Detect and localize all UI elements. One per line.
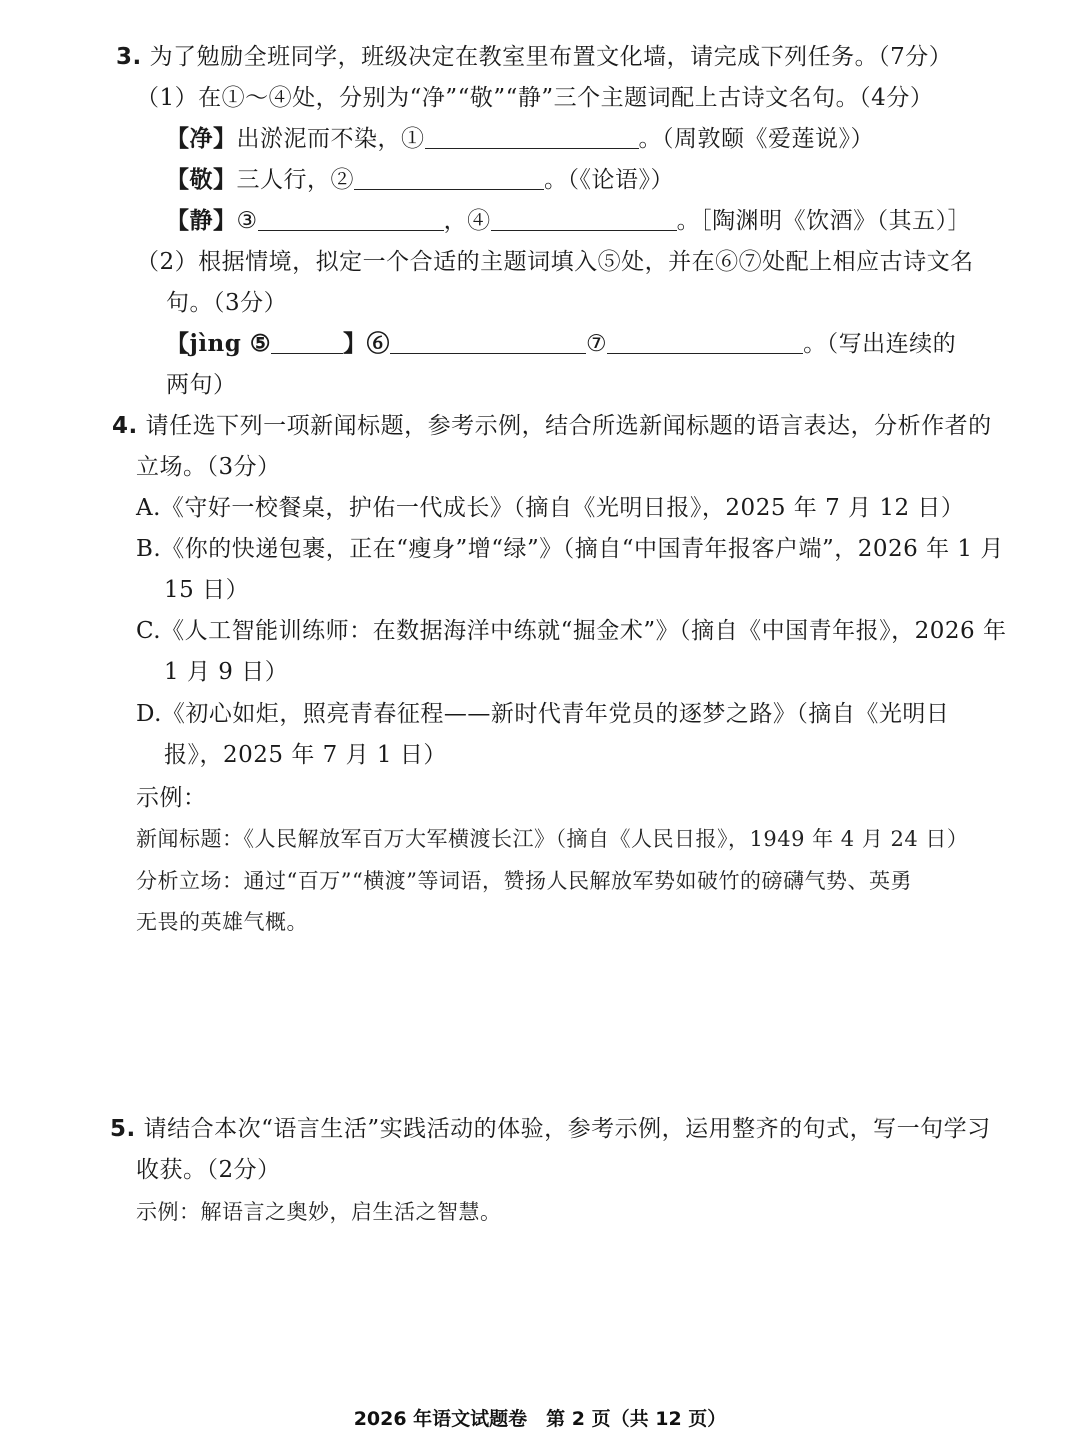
q4-option-c-line2: 1 月 9 日） [164,659,289,685]
jing3-marker-4: ，④ [443,208,491,234]
jing4-tail: 。（写出连续的 [803,331,957,357]
q3-part2-line1: （2）根据情境，拟定一个合适的主题词填入⑤处，并在⑥⑦处配上相应古诗文名 [136,249,974,275]
jing2-source: 。（《论语》） [544,167,674,193]
theme-tag-jing2: 【敬】 [166,166,237,193]
q4-stem: 请任选下列一项新闻标题，参考示例，结合所选新闻标题的语言表达，分析作者的 [145,413,992,439]
q3-jing4-line [166,327,956,361]
answer-blank-3[interactable] [258,206,444,231]
page-footer: 2026 年语文试题卷 第 2 页（共 12 页） [353,1408,727,1430]
q5-stem-line2: 收获。（2分） [136,1157,281,1183]
jing2-text: 三人行，② [236,167,354,193]
q4-example-analysis-line1: 分析立场：通过“百万”“横渡”等词语，赞扬人民解放军势如破竹的磅礴气势、英勇 [136,869,912,893]
theme-tag-pinyin: 【jìng ⑤ [166,330,271,357]
q4-option-a: A.《守好一校餐桌，护佑一代成长》（摘自《光明日报》，2025 年 7 月 12 日） [136,495,965,521]
jing3-marker-3: ③ [236,208,258,234]
answer-blank-4[interactable] [491,206,677,231]
q4-stem-line1 [112,409,992,443]
jing-text: 出淤泥而不染，① [236,126,425,152]
answer-blank-1[interactable] [425,124,639,149]
q4-example-title: 新闻标题：《人民解放军百万大军横渡长江》（摘自《人民日报》，1949 年 4 月 24 日） [136,827,969,851]
q3-stem-line [116,40,952,74]
answer-blank-2[interactable] [354,165,544,190]
answer-blank-7[interactable] [607,329,803,354]
answer-blank-6[interactable] [390,329,586,354]
q5-number: 5. [110,1116,136,1142]
q3-part2-line2: 句。（3分） [166,290,288,316]
q4-example-label: 示例： [136,785,207,811]
q3-jing-line [166,122,874,156]
q3-jing3-line [166,204,971,238]
theme-tag-jing3: 【静】 [166,207,237,234]
q3-jing4-tail2: 两句） [166,372,237,398]
jing3-source: 。［陶渊明《饮酒》（其五）］ [676,208,972,234]
q4-stem-line2: 立场。（3分） [136,454,281,480]
jing-source: 。（周敦颐《爱莲说》） [638,126,874,152]
q5-stem: 请结合本次“语言生活”实践活动的体验，参考示例，运用整齐的句式，写一句学习 [143,1116,991,1142]
theme-tag-close: 】⑥ [343,330,390,357]
q4-option-d-line1: D.《初心如炬，照亮青春征程——新时代青年党员的逐梦之路》（摘自《光明日 [136,701,950,727]
q5-stem-line1 [110,1112,991,1146]
theme-tag-jing: 【净】 [166,125,237,152]
q3-number: 3. [116,44,142,70]
q4-option-b-line1: B.《你的快递包裹，正在“瘦身”增“绿”》（摘自“中国青年报客户端”，2026 年 1 月 [136,536,1004,562]
q4-example-analysis-line2: 无畏的英雄气概。 [136,910,308,934]
marker-7: ⑦ [586,331,608,357]
q4-option-c-line1: C.《人工智能训练师：在数据海洋中练就“掘金术”》（摘自《中国青年报》，2026 年 [136,618,1007,644]
q4-option-b-line2: 15 日） [164,577,250,603]
q3-jing2-line [166,163,674,197]
q3-stem: 为了勉励全班同学，班级决定在教室里布置文化墙，请完成下列任务。（7分） [149,44,953,70]
q4-option-d-line2: 报》，2025 年 7 月 1 日） [164,742,447,768]
q3-part1: （1）在①～④处，分别为“净”“敬”“静”三个主题词配上古诗文名句。（4分） [136,85,934,111]
answer-blank-5[interactable] [271,329,343,354]
q4-number: 4. [112,413,138,439]
q5-example: 示例：解语言之奥妙，启生活之智慧。 [136,1200,502,1224]
